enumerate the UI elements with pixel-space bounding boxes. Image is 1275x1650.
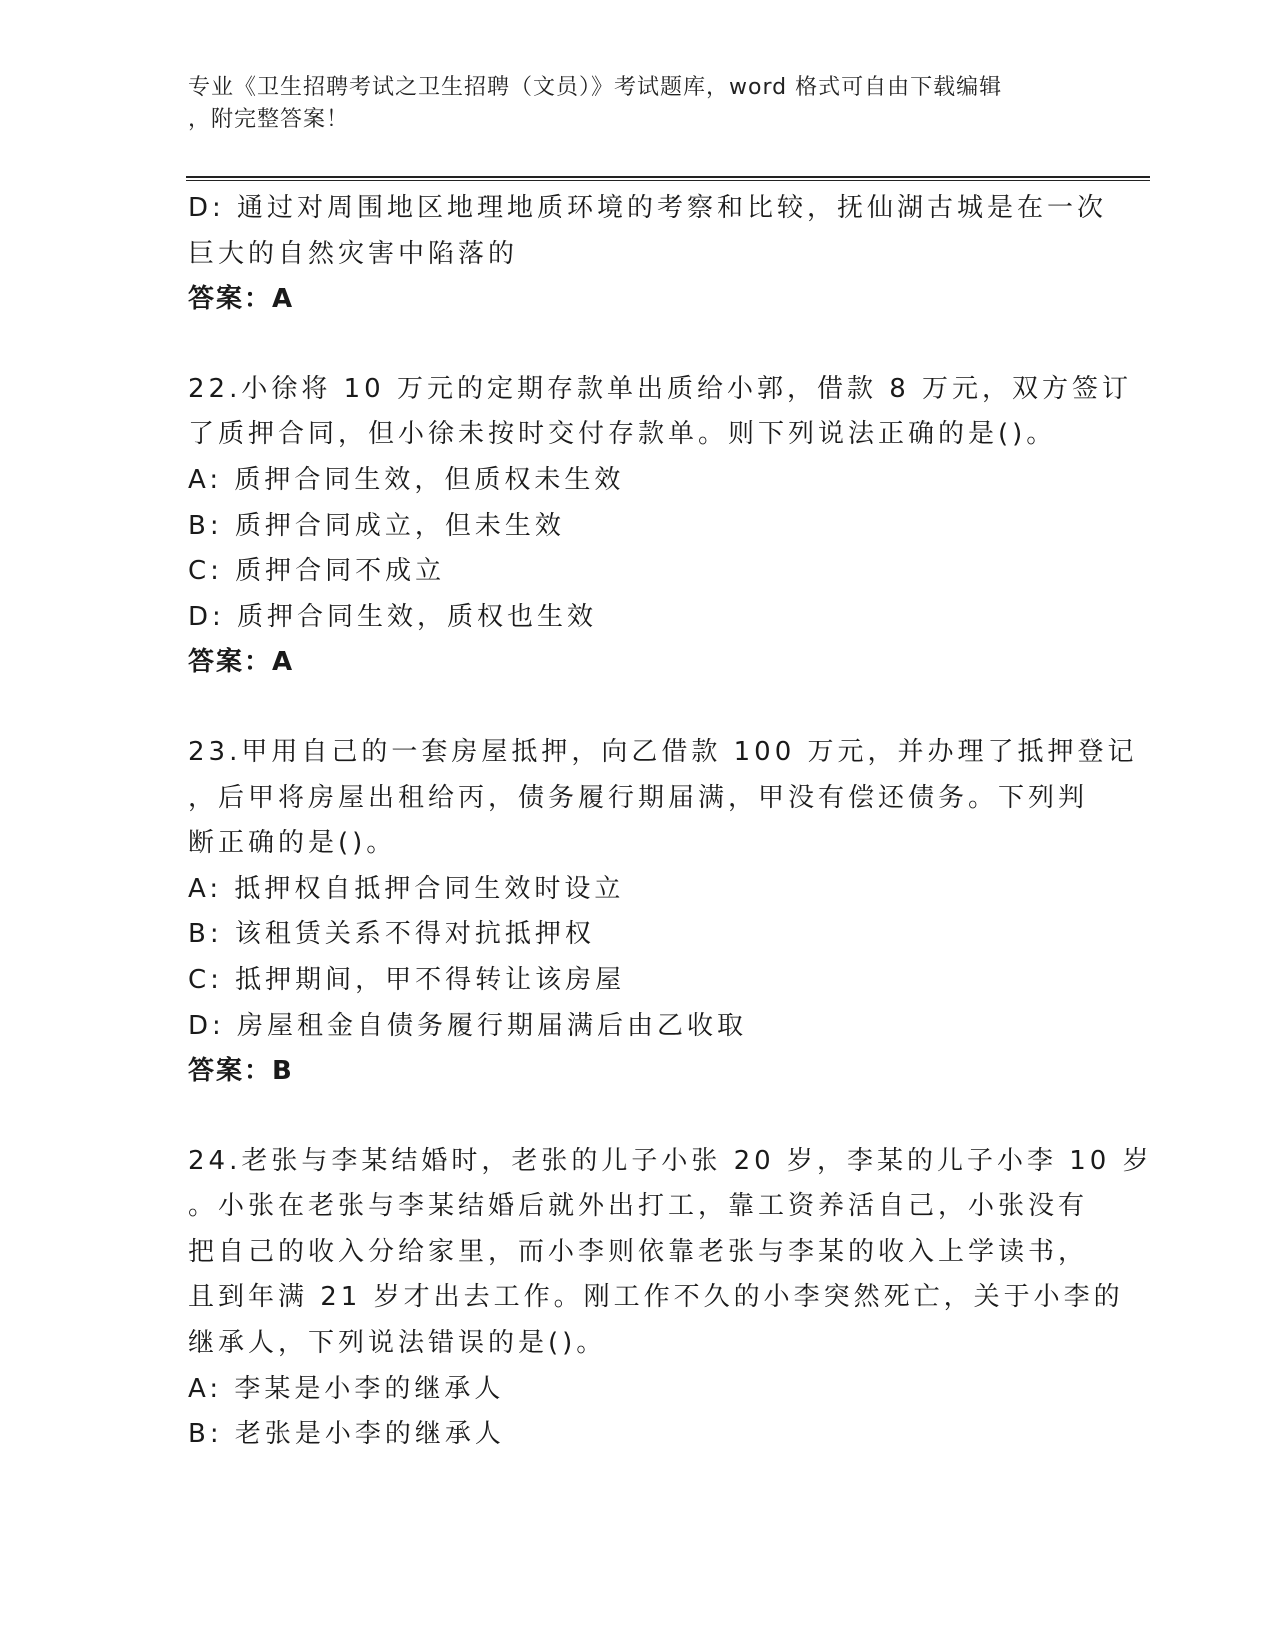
option-a: A: 抵押权自抵押合同生效时设立: [188, 873, 625, 904]
option-d-line-2: 巨大的自然灾害中陷落的: [188, 238, 519, 269]
question-stem-line-2: 。小张在老张与李某结婚后就外出打工，靠工资养活自己，小张没有: [188, 1191, 1089, 1222]
question-stem-line-1: 24.老张与李某结婚时，老张的儿子小张 20 岁，李某的儿子小李 10 岁: [188, 1145, 1153, 1176]
option-b: B: 该租赁关系不得对抗抵押权: [188, 919, 595, 950]
option-b: B: 老张是小李的继承人: [188, 1419, 505, 1450]
spacer: [188, 686, 1088, 730]
option-a: A: 李某是小李的继承人: [188, 1373, 505, 1404]
question-stem-line-2: ，后甲将房屋出租给丙，债务履行期届满，甲没有偿还债务。下列判: [188, 782, 1089, 813]
spacer: [188, 1095, 1088, 1139]
question-stem-line-2: 了质押合同，但小徐未按时交付存款单。则下列说法正确的是()。: [188, 419, 1057, 450]
question-22: [188, 367, 1133, 686]
question-stem-line-1: 23.甲用自己的一套房屋抵押，向乙借款 100 万元，并办理了抵押登记: [188, 736, 1138, 767]
header-divider: [186, 176, 1150, 181]
answer: 答案：A: [188, 647, 295, 678]
question-stem-line-1: 22.小徐将 10 万元的定期存款单出质给小郭，借款 8 万元，双方签订: [188, 373, 1133, 404]
question-stem-line-4: 且到年满 21 岁才出去工作。刚工作不久的小李突然死亡，关于小李的: [188, 1282, 1124, 1313]
header-line-2: ，附完整答案！: [188, 107, 350, 132]
option-b: B: 质押合同成立，但未生效: [188, 510, 565, 541]
option-d: D: 房屋租金自债务履行期届满后由乙收取: [188, 1010, 748, 1041]
option-c: C: 质押合同不成立: [188, 556, 446, 587]
answer: 答案：B: [188, 1056, 294, 1087]
header-line-1: 专业《卫生招聘考试之卫生招聘（文员）》考试题库，word 格式可自由下载编辑: [188, 75, 1003, 100]
spacer: [188, 323, 1088, 367]
option-a: A: 质押合同生效，但质权未生效: [188, 464, 625, 495]
question-stem-line-5: 继承人，下列说法错误的是()。: [188, 1328, 607, 1359]
option-d-line-1: D: 通过对周围地区地理地质环境的考察和比较，抚仙湖古城是在一次: [188, 193, 1108, 223]
question-stem-line-3: 把自己的收入分给家里，而小李则依靠老张与李某的收入上学读书，: [188, 1236, 1089, 1267]
document-header: [188, 72, 1068, 136]
option-d: D: 质押合同生效，质权也生效: [188, 601, 598, 632]
question-stem-line-3: 断正确的是()。: [188, 828, 397, 859]
question-24: [188, 1139, 1153, 1458]
question-content: [188, 186, 1153, 1458]
question-21-tail: [188, 186, 1108, 323]
option-c: C: 抵押期间，甲不得转让该房屋: [188, 964, 626, 995]
question-23: [188, 730, 1138, 1095]
answer: 答案：A: [188, 284, 295, 315]
